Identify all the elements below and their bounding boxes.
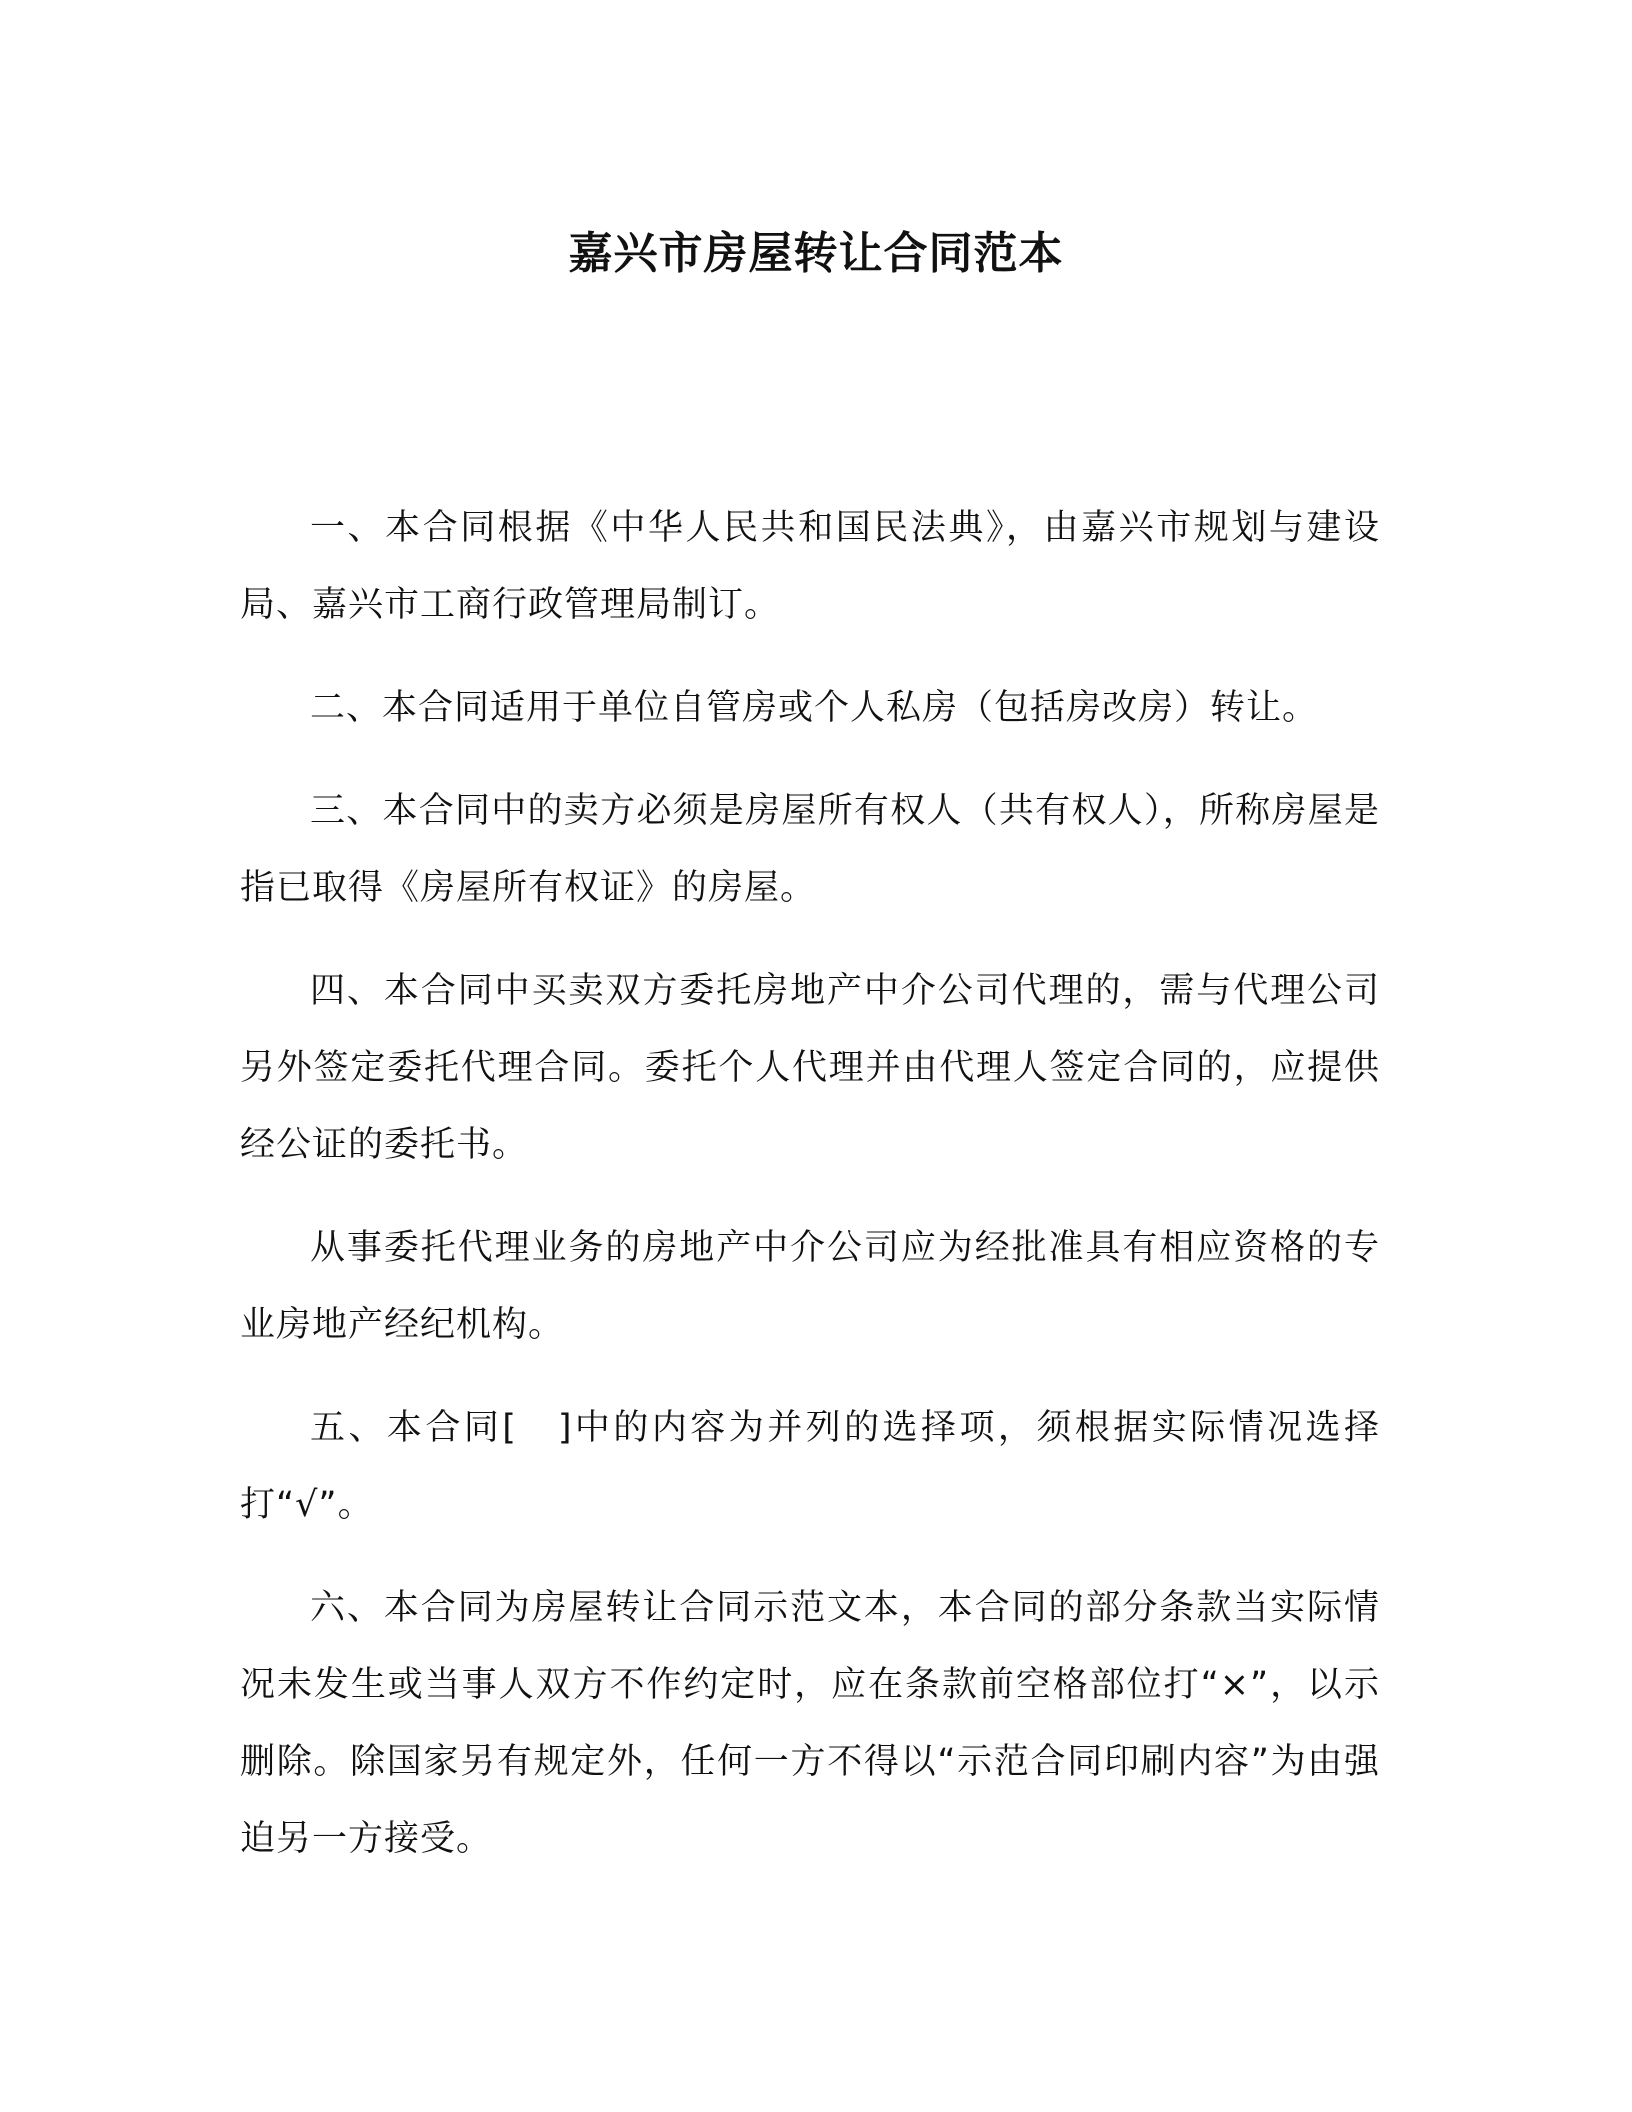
paragraph-6: 六、本合同为房屋转让合同示范文本，本合同的部分条款当实际情况未发生或当事人双方不作约定时，应在条款前空格部位打“×”，以示删除。除国家另有规定外，任何一方不得以“示范合同印刷内容”为由强迫另一方接受。	[240, 1588, 1380, 1859]
paragraph-4-supplement: 从事委托代理业务的房地产中介公司应为经批准具有相应资格的专业房地产经纪机构。	[240, 1228, 1380, 1345]
document-body	[240, 490, 1380, 1904]
paragraph-4: 四、本合同中买卖双方委托房地产中介公司代理的，需与代理公司另外签定委托代理合同。委托个人代理并由代理人签定合同的，应提供经公证的委托书。	[240, 971, 1380, 1165]
paragraph-1: 一、本合同根据《中华人民共和国民法典》，由嘉兴市规划与建设局、嘉兴市工商行政管理局制订。	[240, 508, 1380, 625]
document-title: 嘉兴市房屋转让合同范本	[568, 228, 1064, 279]
paragraph-2: 二、本合同适用于单位自管房或个人私房（包括房改房）转让。	[310, 688, 1319, 728]
paragraph-3: 三、本合同中的卖方必须是房屋所有权人（共有权人），所称房屋是指已取得《房屋所有权证》的房屋。	[240, 791, 1380, 908]
paragraph-5: 五、本合同[ ]中的内容为并列的选择项，须根据实际情况选择打“√”。	[240, 1408, 1380, 1525]
